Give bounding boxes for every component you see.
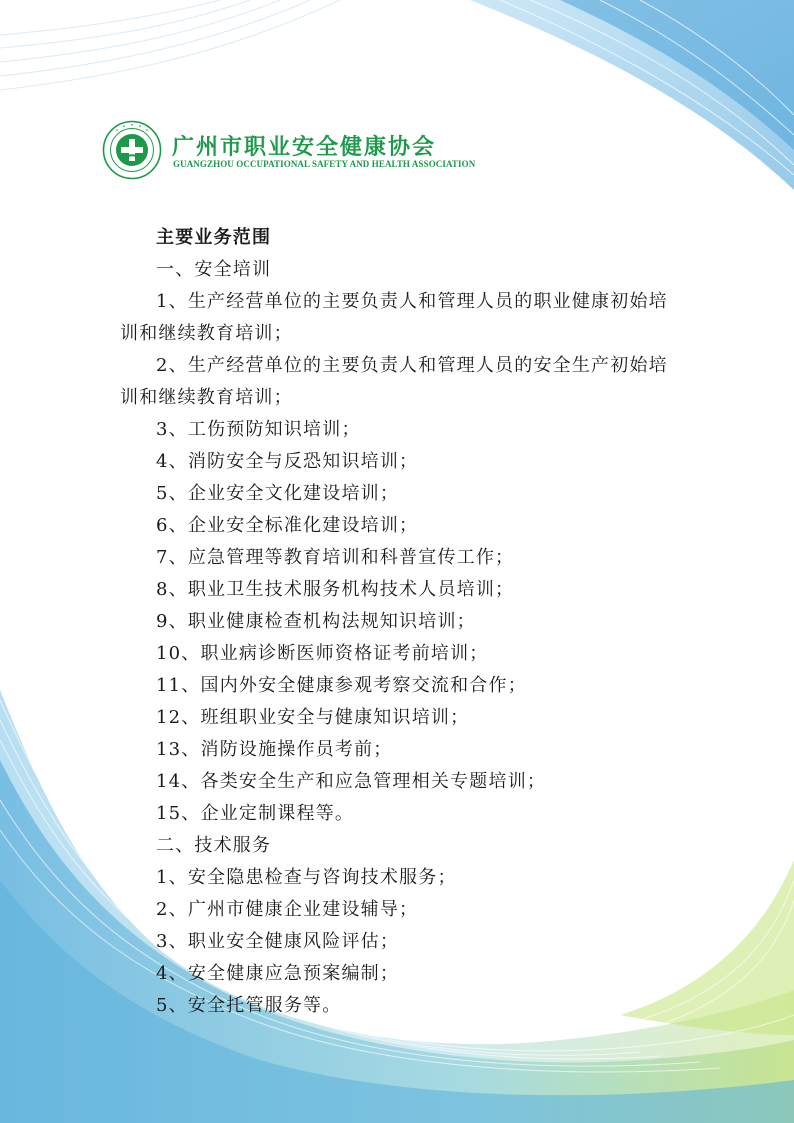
list-item: 7、应急管理等教育培训和科普宣传工作； [156,547,515,568]
page-title: 主要业务范围 [156,227,272,248]
top-right-wave [470,0,794,190]
list-item: 4、安全健康应急预案编制； [156,963,400,984]
list-item: 1、生产经营单位的主要负责人和管理人员的职业健康初始培训和继续教育培训； [120,291,668,344]
association-logo [102,120,162,180]
section-heading-training: 一、安全培训 [156,259,272,280]
list-item: 9、职业健康检查机构法规知识培训； [156,611,476,632]
business-scope-document [120,222,680,1022]
list-item: 11、国内外安全健康参观考察交流和合作； [156,675,527,696]
list-item: 2、广州市健康企业建设辅导； [156,899,419,920]
top-left-wave-lines [0,0,340,90]
list-item: 5、安全托管服务等。 [156,995,342,1016]
list-item: 3、职业安全健康风险评估； [156,931,400,952]
list-item: 14、各类安全生产和应急管理相关专题培训； [156,771,547,792]
section-heading-technical-services: 二、技术服务 [156,835,272,856]
list-item: 10、职业病诊断医师资格证考前培训； [156,643,489,664]
list-item: 6、企业安全标准化建设培训； [156,515,419,536]
list-item: 5、企业安全文化建设培训； [156,483,400,504]
list-item: 4、消防安全与反恐知识培训； [156,451,419,472]
org-name-en: GUANGZHOU OCCUPATIONAL SAFETY AND HEALTH ASSOCIATION [173,159,476,169]
org-name-cn: 广州市职业安全健康协会 [172,134,437,160]
list-item: 15、企业定制课程等。 [156,803,355,824]
list-item: 3、工伤预防知识培训； [156,419,361,440]
list-item: 8、职业卫生技术服务机构技术人员培训； [156,579,515,600]
list-item: 2、生产经营单位的主要负责人和管理人员的安全生产初始培训和继续教育培训； [120,355,668,408]
list-item: 12、班组职业安全与健康知识培训； [156,707,470,728]
list-item: 13、消防设施操作员考前； [156,739,393,760]
org-header [102,120,502,180]
list-item: 1、安全隐患检查与咨询技术服务； [156,867,457,888]
